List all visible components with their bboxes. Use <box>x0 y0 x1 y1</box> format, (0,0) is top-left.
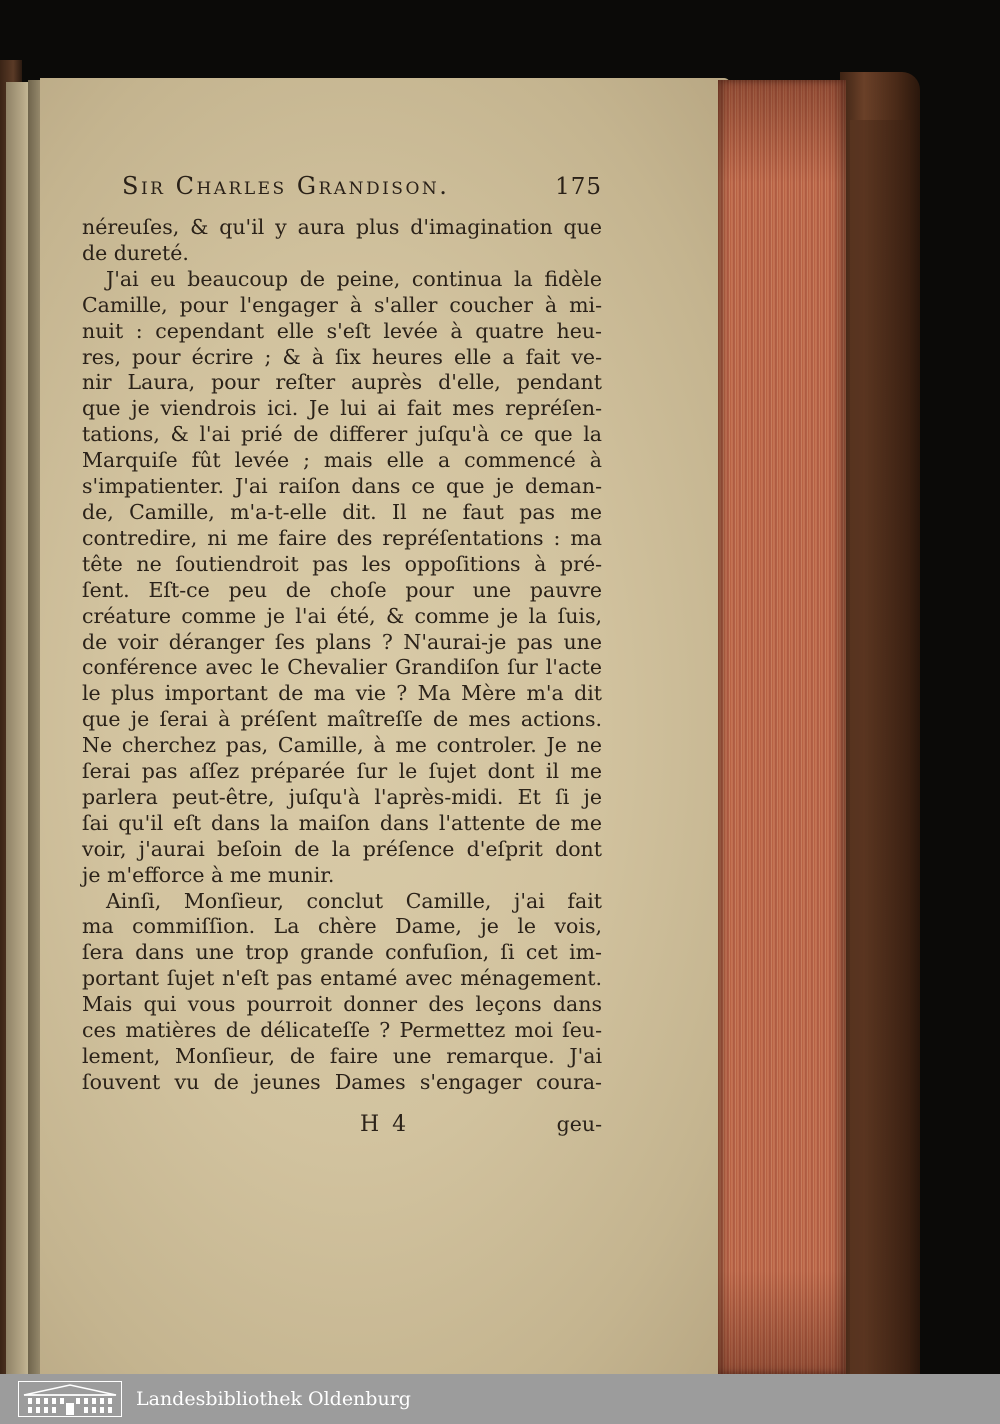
text-line: que je ſerai à préſent maîtreſſe de mes actions. <box>82 707 602 732</box>
text-line: res, pour écrire ; & à ſix heures elle a fait ve- <box>82 344 602 369</box>
text-line: ſai qu'il eſt dans la maiſon dans l'attente de me <box>82 810 602 835</box>
text-line: lement, Monſieur, de faire une remarque. J'ai <box>82 1044 602 1068</box>
page-block-shade <box>718 80 846 1374</box>
text-line: parlera peut-être, juſqu'à l'après-midi. Et ſi je <box>82 784 602 809</box>
text-line: de, Camille, m'a-t-elle dit. Il ne faut pas me <box>82 499 602 524</box>
text-line: ſera dans une trop grande confuſion, ſi cet im- <box>82 940 602 965</box>
library-footer-bar <box>0 1374 1000 1424</box>
library-building-icon[interactable] <box>18 1381 122 1417</box>
text-line: contredire, ni me faire des repréſentations : ma <box>82 525 602 550</box>
page-text <box>82 215 602 1096</box>
running-header <box>122 172 602 200</box>
text-line: ſerai pas aſſez préparée ſur le ſujet dont il me <box>82 759 602 784</box>
running-head: Sir Charles Grandison. <box>122 172 450 200</box>
text-line: Ne cherchez pas, Camille, à me controler. Je ne <box>82 733 602 758</box>
text-line: Ainſi, Monſieur, conclut Camille, j'ai fait <box>106 888 602 913</box>
text-line: de dureté. <box>82 240 189 265</box>
text-line: portant ſujet n'eſt pas entamé avec ménagement. <box>82 966 602 991</box>
text-line: Mais qui vous pourroit donner des leçons dans <box>82 992 602 1017</box>
text-line: tations, & l'ai prié de differer juſqu'à ce que la <box>82 422 602 447</box>
text-line: Camille, pour l'engager à s'aller coucher à mi- <box>82 292 602 317</box>
text-line: de voir déranger ſes plans ? N'aurai-je pas une <box>82 629 602 654</box>
library-name[interactable]: Landesbibliothek Oldenburg <box>136 1388 411 1410</box>
text-line: je m'efforce à me munir. <box>82 862 335 887</box>
text-line: voir, j'aurai beſoin de la préſence d'eſprit dont <box>82 836 602 861</box>
text-line: nir Laura, pour reſter auprès d'elle, pendant <box>82 370 602 395</box>
text-line: ma commiſſion. La chère Dame, je le vois, <box>82 914 602 939</box>
text-line: que je viendrois ici. Je lui ai fait mes repréſen- <box>82 396 602 421</box>
text-line: néreuſes, & qu'il y aura plus d'imagination que <box>82 215 602 239</box>
text-line: créature comme je l'ai été, & comme je la ſuis, <box>82 603 602 628</box>
text-line: nuit : cependant elle s'eſt levée à quatre heu- <box>82 318 602 343</box>
cover-board <box>850 120 910 1374</box>
text-line: Marquiſe fût levée ; mais elle a commencé à <box>82 448 602 473</box>
text-line: ſouvent vu de jeunes Dames s'engager coura- <box>82 1069 602 1094</box>
signature-mark: H 4 <box>360 1112 410 1137</box>
page-footer <box>82 1112 602 1138</box>
text-line: le plus important de ma vie ? Ma Mère m'a dit <box>82 681 602 706</box>
page-number: 175 <box>555 174 602 200</box>
text-line: tête ne ſoutiendroit pas les oppoſitions à pré- <box>82 551 602 576</box>
text-line: conférence avec le Chevalier Grandiſon ſur l'acte <box>82 655 602 680</box>
text-line: s'impatienter. J'ai raiſon dans ce que je deman- <box>82 474 602 499</box>
text-line: ſent. Eſt-ce peu de choſe pour une pauvre <box>82 577 602 602</box>
catchword: geu- <box>556 1112 602 1136</box>
text-line: ces matières de délicateſſe ? Permettez moi ſeu- <box>82 1018 602 1043</box>
text-line: J'ai eu beaucoup de peine, continua la fidèle <box>106 266 602 291</box>
